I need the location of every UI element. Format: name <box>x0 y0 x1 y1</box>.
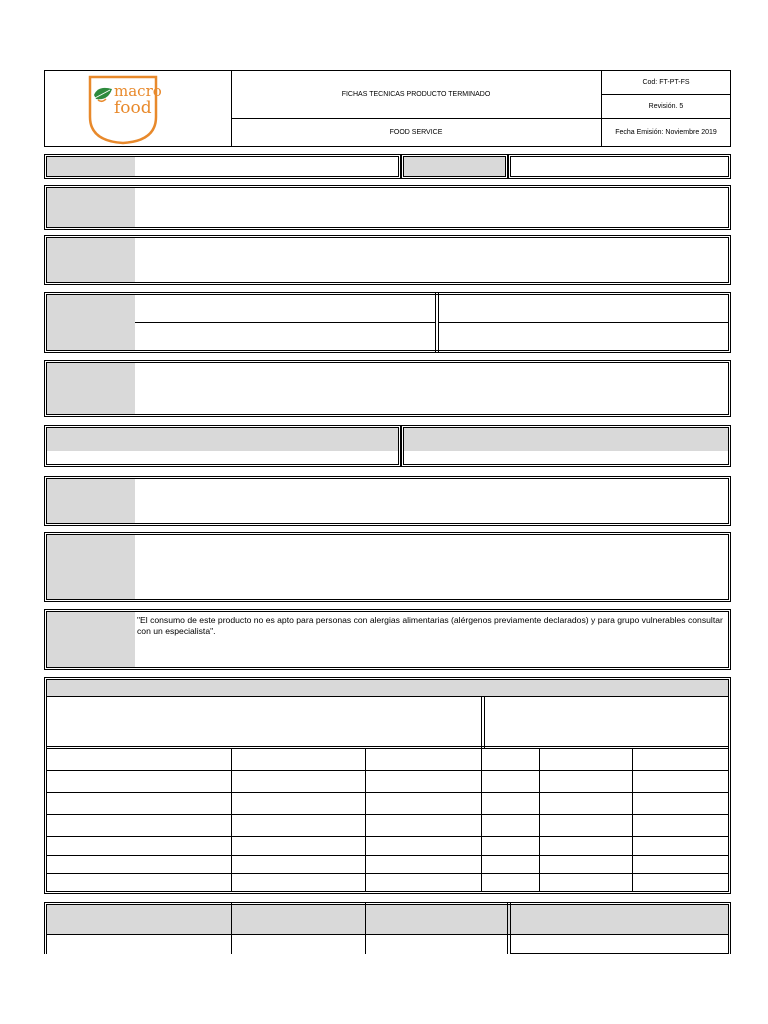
document-revision: Revisión. 5 <box>648 102 684 110</box>
document-issue-date: Fecha Emisión: Noviembre 2019 <box>615 129 717 136</box>
product-code-value <box>508 154 731 179</box>
nutrition-table <box>44 677 731 894</box>
logo-text-bottom: food <box>114 98 152 118</box>
company-logo <box>84 73 162 145</box>
allergen-notice-text: "El consumo de este producto no es apto para personas con alergias alimentarias (alérgenos previamente declarados) y para grupo vulnerables consultar con un especialista". <box>137 615 723 636</box>
field-block <box>44 235 731 285</box>
document-title: FICHAS TECNICAS PRODUCTO TERMINADO <box>341 90 491 98</box>
document-subtitle: FOOD SERVICE <box>389 129 443 136</box>
logo-text-top: macro <box>114 82 162 100</box>
field-block <box>44 360 731 417</box>
field-block <box>44 476 731 526</box>
field-block <box>44 532 731 602</box>
field-block <box>44 185 731 230</box>
document-code: Cod: FT-PT-FS <box>642 78 690 86</box>
